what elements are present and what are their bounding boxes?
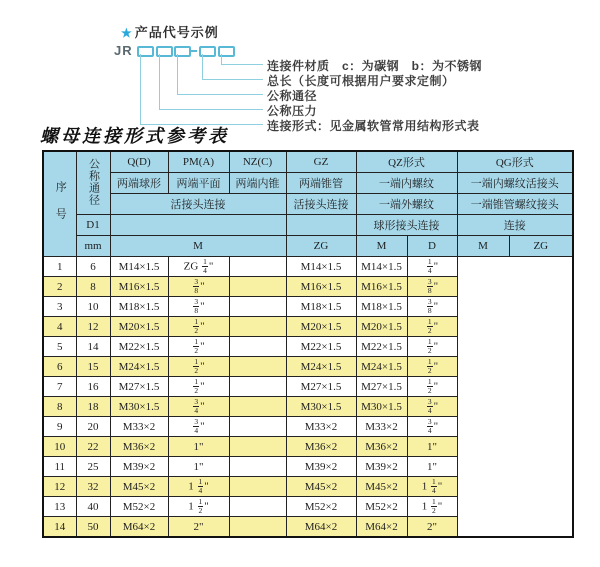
cell-seq: 3: [43, 297, 76, 317]
cell-seq: 6: [43, 357, 76, 377]
cell-qg_m: M64×2: [356, 517, 407, 538]
header-qz: QZ形式: [356, 151, 457, 173]
table-header: [43, 151, 573, 257]
cell-zg: ZG $\frac{1}{4}$ ": [168, 257, 229, 277]
cell-qz_m: [229, 497, 286, 517]
table-row: [43, 257, 573, 277]
header-qg-desc1: 一端内螺纹活接头: [457, 173, 573, 194]
header-mm: mm: [76, 236, 110, 257]
cell-qg_m: M24×1.5: [356, 357, 407, 377]
cell-qz_m: [229, 397, 286, 417]
cell-m: M18×1.5: [110, 297, 168, 317]
cell-m: M20×1.5: [110, 317, 168, 337]
cell-zg: $\frac{3}{4}$ ": [168, 397, 229, 417]
table-row: [43, 297, 573, 317]
cell-zg: 1 $\frac{1}{2}$ ": [168, 497, 229, 517]
cell-qg_zg: $\frac{1}{2}$ ": [407, 337, 457, 357]
cell-zg: $\frac{1}{2}$ ": [168, 377, 229, 397]
cell-qg_m: M36×2: [356, 437, 407, 457]
header-pm: PM(A): [168, 151, 229, 173]
cell-qz_d: M33×2: [286, 417, 356, 437]
cell-dn: 10: [76, 297, 110, 317]
cell-qg_zg: $\frac{1}{2}$ ": [407, 317, 457, 337]
cell-qg_zg: 1": [407, 457, 457, 477]
cell-m: M30×1.5: [110, 397, 168, 417]
cell-zg: $\frac{1}{2}$ ": [168, 337, 229, 357]
cell-m: M27×1.5: [110, 377, 168, 397]
cell-qz_d: M39×2: [286, 457, 356, 477]
table-row: [43, 417, 573, 437]
cell-qg_zg: $\frac{3}{4}$ ": [407, 417, 457, 437]
cell-qg_m: M14×1.5: [356, 257, 407, 277]
cell-zg: $\frac{1}{2}$ ": [168, 357, 229, 377]
header-nz-desc: 两端内锥: [229, 173, 286, 194]
product-code-prefix: JR: [114, 43, 133, 58]
cell-qg_m: M52×2: [356, 497, 407, 517]
header-dn: 公称通径: [76, 151, 110, 215]
cell-qz_d: M27×1.5: [286, 377, 356, 397]
header-qz-desc1: 一端内螺纹: [356, 173, 457, 194]
star-icon: ★: [121, 26, 133, 40]
header-qz-m: M: [356, 236, 407, 257]
code-dash: [190, 50, 197, 52]
cell-zg: 2": [168, 517, 229, 538]
header-q-desc: 两端球形: [110, 173, 168, 194]
cell-zg: 1 $\frac{1}{4}$ ": [168, 477, 229, 497]
cell-qg_m: M22×1.5: [356, 337, 407, 357]
diagram-title: [121, 22, 219, 41]
cell-seq: 4: [43, 317, 76, 337]
cell-qz_d: M45×2: [286, 477, 356, 497]
cell-qz_m: [229, 457, 286, 477]
cell-qz_d: M64×2: [286, 517, 356, 538]
header-qg-m: M: [457, 236, 509, 257]
header-empty-left: [110, 215, 286, 236]
label-total-length: 总长（长度可根据用户要求定制）: [267, 74, 455, 88]
cell-qz_d: M30×1.5: [286, 397, 356, 417]
cell-seq: 10: [43, 437, 76, 457]
cell-dn: 14: [76, 337, 110, 357]
cell-dn: 20: [76, 417, 110, 437]
header-qz-row4: 球形接头连接: [356, 215, 457, 236]
cell-qg_zg: 1": [407, 437, 457, 457]
cell-zg: 1": [168, 457, 229, 477]
cell-qz_m: [229, 377, 286, 397]
cell-seq: 8: [43, 397, 76, 417]
header-gz: GZ: [286, 151, 356, 173]
cell-dn: 8: [76, 277, 110, 297]
cell-qz_m: [229, 337, 286, 357]
cell-zg: 1": [168, 437, 229, 457]
table-row: [43, 437, 573, 457]
table-row: [43, 517, 573, 538]
cell-qz_m: [229, 257, 286, 277]
cell-seq: 12: [43, 477, 76, 497]
product-code-diagram: [0, 0, 600, 133]
label-nominal-pressure: 公称压力: [267, 104, 318, 118]
cell-dn: 18: [76, 397, 110, 417]
cell-m: M45×2: [110, 477, 168, 497]
cell-qg_zg: $\frac{3}{8}$ ": [407, 277, 457, 297]
cell-qz_d: M18×1.5: [286, 297, 356, 317]
table-row: [43, 317, 573, 337]
header-qg-row4: 连接: [457, 215, 573, 236]
header-zg1: ZG: [286, 236, 356, 257]
cell-m: M39×2: [110, 457, 168, 477]
label-connector-material: 连接件材质 c：为碳钢 b：为不锈钢: [267, 59, 483, 73]
label-nominal-diameter: 公称通径: [267, 89, 318, 103]
cell-m: M16×1.5: [110, 277, 168, 297]
cell-qg_zg: $\frac{1}{2}$ ": [407, 377, 457, 397]
cell-qg_m: M30×1.5: [356, 397, 407, 417]
cell-qz_m: [229, 477, 286, 497]
cell-m: M52×2: [110, 497, 168, 517]
cell-qg_zg: 1 $\frac{1}{2}$ ": [407, 497, 457, 517]
cell-dn: 25: [76, 457, 110, 477]
cell-qg_m: M33×2: [356, 417, 407, 437]
cell-qz_m: [229, 277, 286, 297]
cell-qg_m: M20×1.5: [356, 317, 407, 337]
cell-zg: $\frac{1}{2}$ ": [168, 317, 229, 337]
table-row: [43, 277, 573, 297]
header-nz: NZ(C): [229, 151, 286, 173]
cell-qz_m: [229, 297, 286, 317]
header-m1: M: [110, 236, 286, 257]
cell-m: M24×1.5: [110, 357, 168, 377]
table-body: [43, 257, 573, 538]
cell-qg_zg: 1 $\frac{1}{4}$ ": [407, 477, 457, 497]
header-gz-desc: 两端锥管: [286, 173, 356, 194]
table-title: 螺母连接形式参考表: [40, 126, 229, 147]
cell-dn: 40: [76, 497, 110, 517]
cell-m: M22×1.5: [110, 337, 168, 357]
header-empty-gz: [286, 215, 356, 236]
cell-qg_zg: $\frac{3}{8}$ ": [407, 297, 457, 317]
diagram-title-text: 产品代号示例: [134, 25, 219, 40]
cell-seq: 5: [43, 337, 76, 357]
cell-qz_m: [229, 417, 286, 437]
cell-qz_m: [229, 437, 286, 457]
header-left-row3: 活接头连接: [110, 194, 286, 215]
cell-qg_zg: $\frac{3}{4}$ ": [407, 397, 457, 417]
cell-qg_zg: 2": [407, 517, 457, 538]
header-gz-row3: 活接头连接: [286, 194, 356, 215]
cell-m: M36×2: [110, 437, 168, 457]
cell-qz_d: M52×2: [286, 497, 356, 517]
cell-m: M64×2: [110, 517, 168, 538]
cell-m: M14×1.5: [110, 257, 168, 277]
cell-qz_m: [229, 517, 286, 538]
table-row: [43, 477, 573, 497]
cell-qg_m: M16×1.5: [356, 277, 407, 297]
cell-dn: 16: [76, 377, 110, 397]
nut-connection-table: [42, 150, 574, 538]
header-qz-d: D: [407, 236, 457, 257]
cell-m: M33×2: [110, 417, 168, 437]
header-pm-desc: 两端平面: [168, 173, 229, 194]
header-qg-zg: ZG: [509, 236, 573, 257]
cell-dn: 15: [76, 357, 110, 377]
cell-qg_m: M39×2: [356, 457, 407, 477]
header-seq: 序号: [43, 151, 76, 257]
cell-qg_zg: $\frac{1}{2}$ ": [407, 357, 457, 377]
cell-seq: 1: [43, 257, 76, 277]
cell-qz_d: M16×1.5: [286, 277, 356, 297]
cell-dn: 32: [76, 477, 110, 497]
cell-dn: 6: [76, 257, 110, 277]
cell-qg_m: M45×2: [356, 477, 407, 497]
cell-seq: 13: [43, 497, 76, 517]
cell-dn: 12: [76, 317, 110, 337]
cell-seq: 14: [43, 517, 76, 538]
table-row: [43, 377, 573, 397]
header-d1: D1: [76, 215, 110, 236]
cell-qz_d: M24×1.5: [286, 357, 356, 377]
cell-dn: 22: [76, 437, 110, 457]
label-connection-form: 连接形式：见金属软管常用结构形式表: [267, 119, 480, 133]
header-qz-desc2: 一端外螺纹: [356, 194, 457, 215]
cell-qz_m: [229, 357, 286, 377]
cell-zg: $\frac{3}{8}$ ": [168, 297, 229, 317]
cell-seq: 11: [43, 457, 76, 477]
cell-dn: 50: [76, 517, 110, 538]
header-qg: QG形式: [457, 151, 573, 173]
cell-qz_d: M14×1.5: [286, 257, 356, 277]
cell-seq: 9: [43, 417, 76, 437]
cell-seq: 7: [43, 377, 76, 397]
table-row: [43, 337, 573, 357]
cell-qz_m: [229, 317, 286, 337]
cell-qg_m: M18×1.5: [356, 297, 407, 317]
table-row: [43, 457, 573, 477]
cell-qg_m: M27×1.5: [356, 377, 407, 397]
table-row: [43, 357, 573, 377]
leader-line-connform: [140, 54, 263, 125]
cell-zg: $\frac{3}{4}$ ": [168, 417, 229, 437]
table-row: [43, 397, 573, 417]
header-qg-desc2: 一端锥管螺纹接头: [457, 194, 573, 215]
cell-qg_zg: $\frac{1}{4}$ ": [407, 257, 457, 277]
header-q: Q(D): [110, 151, 168, 173]
cell-seq: 2: [43, 277, 76, 297]
table-row: [43, 497, 573, 517]
cell-qz_d: M20×1.5: [286, 317, 356, 337]
cell-qz_d: M22×1.5: [286, 337, 356, 357]
cell-zg: $\frac{3}{8}$ ": [168, 277, 229, 297]
cell-qz_d: M36×2: [286, 437, 356, 457]
